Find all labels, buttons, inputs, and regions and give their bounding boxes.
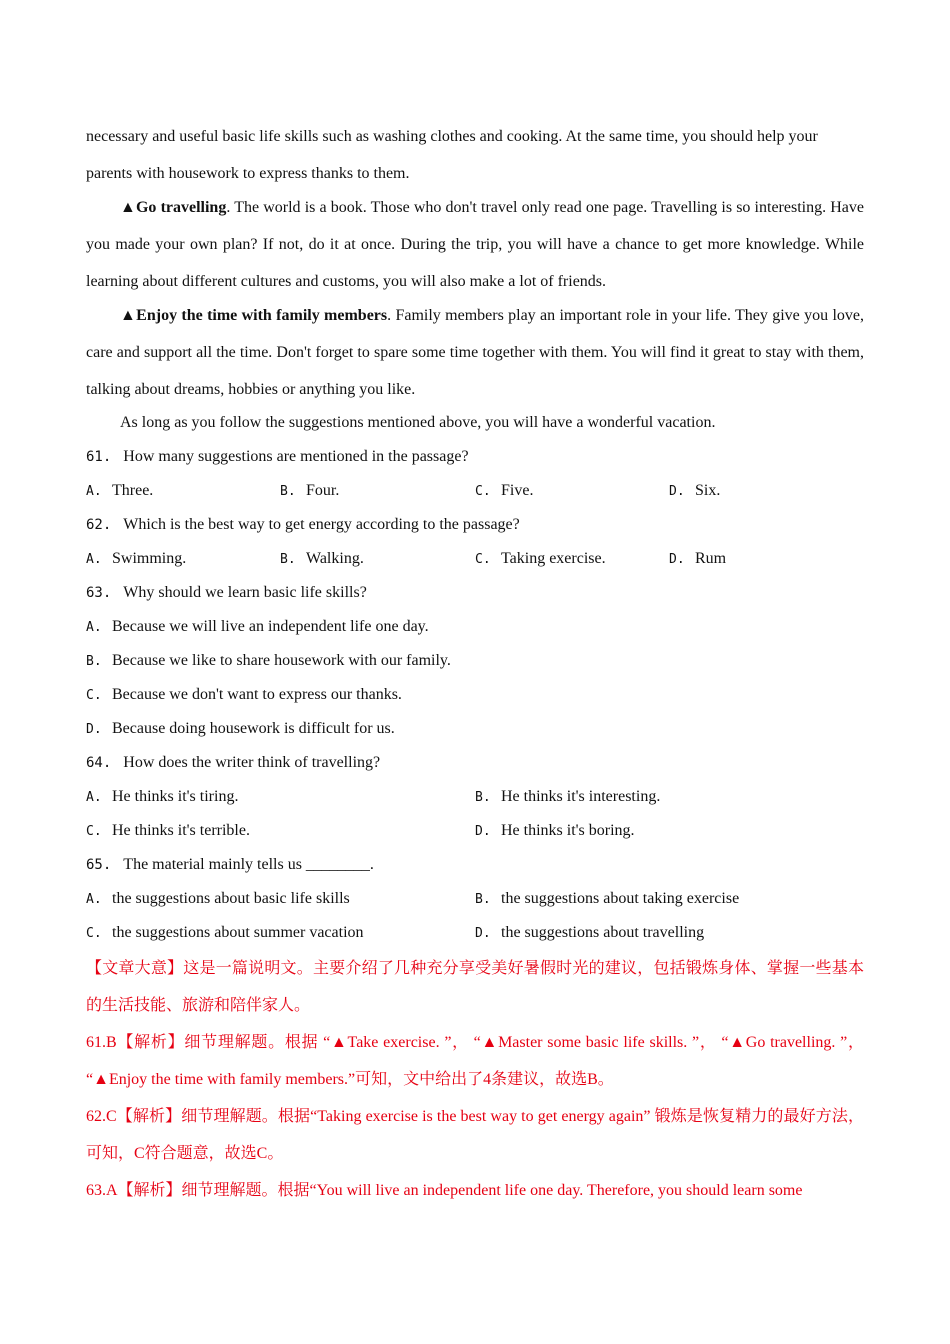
option[interactable] [86, 644, 864, 678]
option-text: He thinks it's interesting. [501, 788, 661, 805]
option-text: He thinks it's tiring. [112, 788, 239, 805]
question-62 [86, 508, 864, 542]
option-letter: C. [475, 552, 491, 567]
passage-line: parents with housework to express thanks to them. [86, 165, 410, 182]
option[interactable] [86, 474, 153, 509]
options-65-row1 [86, 882, 864, 916]
option-letter: B. [86, 654, 102, 669]
question-number: 65. [86, 857, 112, 873]
question-65 [86, 848, 864, 882]
option-letter: D. [475, 926, 491, 941]
option-letter: B. [475, 892, 491, 907]
option-text: the suggestions about summer vacation [112, 924, 364, 941]
option[interactable] [475, 542, 606, 577]
option[interactable] [86, 780, 238, 815]
option-text: Walking. [306, 550, 364, 567]
option-text: Four. [306, 482, 340, 499]
option-letter: C. [475, 484, 491, 499]
closing-sentence: As long as you follow the suggestions mentioned above, you will have a wonderful vacation. [120, 414, 716, 431]
option-letter: B. [475, 790, 491, 805]
question-text: Which is the best way to get energy according to the passage? [123, 516, 520, 533]
document-page [86, 118, 864, 1209]
option-text: Because we like to share housework with our family. [112, 652, 451, 669]
option-text: He thinks it's boring. [501, 822, 635, 839]
answer-61: 61.B【解析】细节理解题。根据 “▲Take exercise. ”， “▲Master some basic life skills. ”， “▲Go travelling. ”， “▲Enjoy the time with family members.”可知，文中给出了4条建议，故选B。 [86, 1034, 864, 1088]
option-text: Three. [112, 482, 154, 499]
option-letter: B. [280, 552, 296, 567]
option[interactable] [475, 916, 704, 951]
article-summary: 【文章大意】这是一篇说明文。主要介绍了几种充分享受美好暑假时光的建议，包括锻炼身体、掌握一些基本的生活技能、旅游和陪伴家人。 [86, 960, 864, 1014]
option-text: Because doing housework is difficult for us. [112, 720, 395, 737]
travel-paragraph [86, 189, 864, 300]
answer-62: 62.C【解析】细节理解题。根据“Taking exercise is the best way to get energy again” 锻炼是恢复精力的最好方法，可知，C符合题意，故选C。 [86, 1108, 864, 1162]
option[interactable] [86, 814, 250, 849]
question-61 [86, 440, 864, 474]
option[interactable] [280, 542, 364, 577]
question-number: 64. [86, 755, 112, 771]
option-letter: A. [86, 484, 102, 499]
option-text: the suggestions about basic life skills [112, 890, 350, 907]
option[interactable] [86, 610, 864, 644]
option[interactable] [475, 474, 533, 509]
option-text: the suggestions about travelling [501, 924, 705, 941]
question-text: How many suggestions are mentioned in the passage? [123, 448, 469, 465]
option[interactable] [86, 678, 864, 712]
option[interactable] [86, 916, 364, 951]
question-text: How does the writer think of travelling? [123, 754, 381, 771]
option[interactable] [280, 474, 339, 509]
option[interactable] [86, 712, 864, 746]
question-text: Why should we learn basic life skills? [123, 584, 367, 601]
option-letter: B. [280, 484, 296, 499]
option-letter: D. [669, 552, 685, 567]
option-letter: C. [86, 926, 102, 941]
travel-heading: ▲Go travelling [120, 199, 227, 216]
question-63 [86, 576, 864, 610]
question-number: 61. [86, 449, 112, 465]
option-text: Five. [501, 482, 534, 499]
question-number: 63. [86, 585, 112, 601]
family-heading: ▲Enjoy the time with family members [120, 307, 388, 324]
option-text: Because we don't want to express our thanks. [112, 686, 402, 703]
family-text: . Family members play an important role in your life. They give you love, care and support all the time. Don't forget to spare some time together with them. You will find it great to stay with them, talking about dreams, hobbies or anything you like. [86, 307, 864, 398]
travel-text: . The world is a book. Those who don't travel only read one page. Travelling is so interesting. Have you made your own plan? If not, do it at once. During the trip, you will have a chance to get more knowledge. While learning about different cultures and customs, you will also make a lot of friends. [86, 199, 865, 290]
option-text: Swimming. [112, 550, 187, 567]
option-text: Rum [695, 550, 727, 567]
option-letter: A. [86, 892, 102, 907]
options-65-row2 [86, 916, 864, 950]
option[interactable] [86, 882, 350, 917]
option[interactable] [475, 814, 635, 849]
option-letter: C. [86, 824, 102, 839]
option-letter: A. [86, 552, 102, 567]
option-letter: D. [669, 484, 685, 499]
answer-63: 63.A【解析】细节理解题。根据“You will live an independent life one day. Therefore, you should learn some [86, 1182, 803, 1199]
options-64-row2 [86, 814, 864, 848]
options-64-row1 [86, 780, 864, 814]
option-letter: D. [86, 722, 102, 737]
option[interactable] [669, 542, 726, 577]
question-number: 62. [86, 517, 112, 533]
option-text: the suggestions about taking exercise [501, 890, 740, 907]
question-text: The material mainly tells us ________. [123, 856, 374, 873]
option-text: Because we will live an independent life one day. [112, 618, 429, 635]
option[interactable] [669, 474, 720, 509]
question-64 [86, 746, 864, 780]
options-61 [86, 474, 864, 508]
option-text: He thinks it's terrible. [112, 822, 250, 839]
option[interactable] [475, 882, 739, 917]
option[interactable] [475, 780, 660, 815]
family-paragraph [86, 297, 864, 408]
option-text: Taking exercise. [501, 550, 606, 567]
option[interactable] [86, 542, 186, 577]
option-text: Six. [695, 482, 721, 499]
option-letter: A. [86, 790, 102, 805]
option-letter: A. [86, 620, 102, 635]
options-62 [86, 542, 864, 576]
option-letter: D. [475, 824, 491, 839]
passage-line: necessary and useful basic life skills such as washing clothes and cooking. At the same time, you should help your [86, 128, 818, 145]
option-letter: C. [86, 688, 102, 703]
